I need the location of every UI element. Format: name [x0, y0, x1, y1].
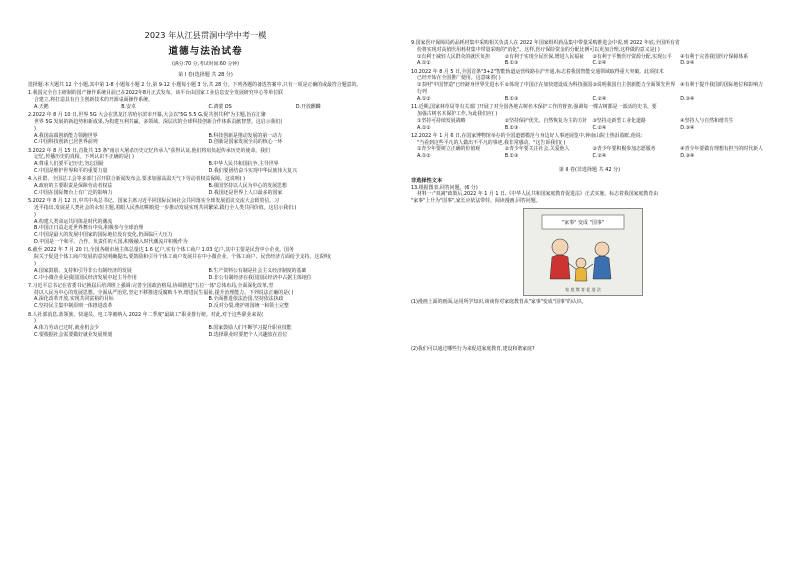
- option-row: [411, 54, 768, 61]
- choice: B.①③: [504, 153, 519, 160]
- option: ②青少年要关注社会,关爱他人: [504, 146, 570, 153]
- option: C.坚持民主集中制原则一体推进改革: [34, 303, 113, 310]
- option: D.选择职业时要把个人兴趣放在首位: [208, 331, 288, 338]
- option: A.尊重人们要平记历史,勿忘国耻: [34, 161, 104, 168]
- choice: C.②④: [592, 95, 607, 102]
- question-line: 1.我国完全自主研制的国产操作系统目前已在2022年8月正式发布。该平台由国家工业信息安全发展研究中心等单位联: [28, 90, 283, 97]
- option: A.我国高端创新能力领跑世界: [34, 132, 98, 139]
- family-education-cartoon: [523, 208, 643, 296]
- option: A.天鹅: [34, 103, 49, 110]
- cartoon-drawing: [524, 209, 642, 295]
- choice: D.③④: [680, 124, 695, 131]
- question-line: ): [34, 318, 36, 325]
- question-gap: [411, 160, 768, 162]
- q13-sub1: (1)漫画上面的画面,运用所学知识,谈谈你对家庭教育从"家事"变成"国事"的认识。: [411, 298, 587, 305]
- choice: A.①②: [417, 60, 431, 67]
- question-line: 份将实现对高值医用耗材集中带量采购的"消化"。这样,医疗保险资金的分配比例可以更加合理,这样做的意义是( ): [417, 46, 660, 53]
- question-line: "当看到这些平凡的人做出不平凡的事迹,我非常感动。"这告诉我们( ): [417, 139, 566, 146]
- option: B.生产资料公有制是社会主义经济制度的基础: [208, 267, 307, 274]
- option: ④有利于完善我国医疗保障体系: [680, 53, 749, 60]
- question-line: 8.人社部消息,蓝领族、快递员、电工等被纳入 2022 年二季度"最缺工"职业排行榜。对此,对于这些职业来说(: [28, 311, 264, 318]
- choice: C.②④: [592, 60, 607, 67]
- question-line: ): [34, 211, 36, 218]
- question-line: 9.国家医疗保障局药品耗材集中采购相关负责人在 2022 年国家组织药品集中带量采购推进会中说,到 2022 年底,全国所有省: [411, 40, 680, 46]
- option: B.全面推进依法治国,坚持依法执政: [208, 296, 284, 303]
- part1-heading: 第 I 卷(选择题 共 28 分): [178, 72, 233, 78]
- option: D.中国是一个和平、合作、负责任的大国,积极融入时代潮流并积极作为: [34, 239, 188, 246]
- option-row: [28, 325, 383, 332]
- part2-section-label: 非选择性文本: [411, 177, 443, 184]
- question-line: 记忆,传播历史的真相。下列认识不正确的是( ): [34, 154, 134, 161]
- choice: A.①②: [417, 153, 431, 160]
- question-line: ): [34, 260, 36, 267]
- q13-sub2: (2)我们可以通过哪些行为来促进家庭教育,建设和谐家庭?: [411, 345, 535, 352]
- choice: A.①②: [417, 124, 431, 131]
- cartoon-caption: 家 庭 教 育 促 进 法: [565, 286, 601, 292]
- option-row: [28, 104, 383, 111]
- option: C.鸿蒙 OS: [208, 103, 232, 110]
- option: A.政府的主要职责是保障劳动者权益: [34, 183, 113, 190]
- option: C.中小微企业是我国国民经济发展中起主导作用: [34, 274, 137, 281]
- question-line: 2.2022 年 8 月 10 日,世界 5G 大会在黑龙江省哈尔滨市开幕,大会以"5G 5.5 G,促共创共利"为主题,旨在汇聚: [28, 112, 266, 119]
- option-row: [28, 139, 383, 146]
- part2-heading: 第 II 卷(非选择题 共 42 分): [558, 166, 621, 173]
- option: ②体现了中国正在加快建设成为科技强国: [504, 82, 593, 89]
- option: ①有利于减轻人民群众的就医负担: [417, 53, 490, 60]
- right-question-list: [411, 40, 768, 162]
- question-line: 世界 5G 发展的新趋势和新成果,为构建互利共赢、多领域、深层次的全球科技创新合作体系贡献智慧。这启示我们(: [34, 118, 283, 125]
- choice-row: [411, 96, 768, 103]
- exam-subject-title: 道德与法治试卷: [168, 46, 243, 57]
- option: D.反对分裂,维护祖国统一和领土完整: [208, 303, 289, 310]
- question-line: 近平指出,发展是人类社会的永恒主题,着眼人民热切期盼进一步推动发展实现共同繁荣,践行全人类共同价值。这启示我们:(: [34, 205, 297, 212]
- choice: B.①③: [504, 124, 519, 131]
- option-row: [411, 146, 768, 153]
- question-line: 7.习近平总书记在省委书记换届后培训班上强调:完善全国政治格局,协调推进"五位一体"总体布局,全面深化改革,坚: [28, 282, 274, 289]
- question-gap: [28, 339, 383, 341]
- option: B.国家鼓励人们不断学习提升职业技能: [208, 325, 292, 332]
- left-question-list: [28, 90, 383, 340]
- option-row: [28, 183, 383, 190]
- option-row: [28, 268, 383, 275]
- option: C.中国科技创新已居世界前列: [34, 139, 98, 146]
- question-line: 加强古树名木保护工作,为此我们应( ): [417, 110, 498, 117]
- option: A.深化改革开放,实现共同富裕的目标: [34, 296, 114, 303]
- choice: B.①③: [504, 95, 519, 102]
- q13-title: 13.根据图表,回答问题。(6 分): [411, 184, 478, 191]
- option-row: [411, 82, 768, 96]
- option: ②有利于实现全民医保,增进人民福祉: [504, 53, 585, 60]
- question-line: 持以人民为中心的发展思想。全面从严治党,坚定不移推进反腐败斗争,增进民生福祉,提升治理能力。下列说法正确的是( ): [34, 289, 294, 296]
- option: D.开放麒麟: [295, 103, 321, 110]
- option: D.非公有制经济在我国国民经济中占据主体地位: [208, 274, 312, 281]
- question-line: 已经开始在全国推广使用。这意味着( ): [417, 75, 501, 82]
- option: B.科技创新是推动发展的第一动力: [208, 132, 282, 139]
- option: ④有利于提升我国的国际地位和影响力: [680, 82, 763, 89]
- option: C.中国是维护世界和平的重要力量: [34, 168, 108, 175]
- option: ④青少年要做有理想有担当的时代新人: [680, 146, 763, 153]
- option: A.构建人类命运共同体是时代的潮流: [34, 218, 113, 225]
- q13-line-2: "家事"上升为"国事",家长应依法带娃。阅读漫画,回答问题。: [411, 198, 541, 205]
- exam-meta: (满分:70 分,考试时间:60 分钟): [172, 62, 239, 67]
- option: ①表明"中国智造"已经跻身世界先进水平行列: [417, 82, 505, 96]
- option: A.体力劳动已过时,就业机会少: [34, 325, 100, 332]
- option-row: [28, 303, 383, 310]
- option-row: [28, 190, 383, 197]
- option: B.安卓: [121, 103, 136, 110]
- option-row: [28, 332, 383, 339]
- question-line: 院关于促进个体工商户发展的意见明确提出,要鼓励和引导个体工商户发展并在中小微企业、个体工商户、民营经济方面给予支持。这说明(: [34, 254, 331, 261]
- option: C.要根据社会需要做好就业发展规划: [34, 331, 113, 338]
- exam-school-title: 2023 年从江县贯洞中学中考一模: [144, 30, 267, 40]
- question-line: ): [34, 125, 36, 132]
- choice: D.③④: [680, 60, 695, 67]
- option: ③说明我国自主创新能力全面领先世界: [592, 82, 676, 89]
- option: C.中国在国际舞台上有广泛的影响力: [34, 189, 113, 196]
- option: ③有利于平衡医疗资源分配,实现公平: [592, 53, 672, 60]
- option: ③青少年要积极参加志愿服务: [592, 146, 656, 153]
- answer-space-1[interactable]: [411, 306, 768, 346]
- option-row: [411, 118, 768, 125]
- option: ②坚持保护优先、自然恢复为主的方针: [504, 117, 588, 124]
- choice: B.①③: [504, 60, 519, 67]
- option: ③坚持走新型工业化道路: [592, 117, 646, 124]
- option: D.我们要团结奋斗实现中华民族伟大复兴: [208, 168, 297, 175]
- choice: C.②④: [592, 124, 607, 131]
- q13-line-1: 材料一:"双减"政策后,2022 年 1 月 1 日,《中华人民共和国家庭教育促进法》正式实施。标志着我国家庭教育由: [417, 191, 659, 198]
- option: B.我国坚持以人民为中心的发展思想: [208, 183, 287, 190]
- choice: D.③④: [680, 153, 695, 160]
- option-row: [28, 168, 383, 175]
- choice-row: [411, 153, 768, 160]
- option: ①青少年要树立正确的价值观: [417, 146, 481, 153]
- option: B.中华人民共和国抗争,主导世界: [208, 161, 279, 168]
- question-line: 11.近期,国家林草局等有关部门开展了对全国各地古树名木保护工作的督查,强调每一棵古树都是一部活的史书。要: [411, 104, 657, 111]
- question-line: 3.2022 年 8 月 15 日,首批共 13 条"南京大屠杀历史记忆传承人"获得认证,他们将肩负起传承历史的使命。我们: [28, 147, 270, 154]
- option-row: [28, 275, 383, 282]
- option: A.国家鼓励、支持和引导非公有制经济的发展: [34, 267, 132, 274]
- choice: A.①②: [417, 95, 431, 102]
- question-line: 6.截至 2022 年 7 月 20 日,全国各级市场主体总量达 1.6 亿户,实有个体工商户 1.03 亿户,其中主要是民营中小企业。国务: [28, 247, 294, 254]
- question-line: 10.2022 年 8 月 5 日,全国首条"3+2"智能轨道运营线路在沪开通,标志着我国智能交通领域取得重大突破。此项技术: [411, 68, 664, 75]
- option: ④坚持人与自然和谐共生: [680, 117, 734, 124]
- part1-intro: 选择题:本大题共 12 个小题,其中第 1-8 小题每小题 2 分,第 9-12 小题每小题 3 分,共 28 分。下列各题的备选答案中,只有一项是正确的或最符合题意的。: [28, 82, 362, 88]
- question-line: 合建立,将打造具有自主创新技术的开源桌面操作系统。: [34, 97, 153, 104]
- option: D.创新是国家发展全局的核心一环: [208, 139, 283, 146]
- option: C.中国是最大的发展中国家的国际地位没有变化,仍面临巨大压力: [34, 232, 173, 239]
- question-line: 12.2022 年 1 月 6 日,在国家博物馆举办的全国道德模范与身边好人事迹展览中,钟南山院士热泪盈眶,他说:: [411, 132, 643, 139]
- question-line: 5.2022 年 8 月 12 日,中共中央总书记、国家主席习近平同国际民间社会共同落实全球发展倡议交流大会致贺信。习: [28, 198, 279, 205]
- option: D.我国还是世界上人口最多的国家: [208, 189, 283, 196]
- choice-row: [411, 125, 768, 132]
- cartoon-sign-text: "家事" 变成 "国事": [561, 219, 605, 226]
- choice-row: [411, 60, 768, 67]
- choice: C.②④: [592, 153, 607, 160]
- choice: D.③④: [680, 95, 695, 102]
- option: B.中国正日益走近世界舞台中央,积极参与全球治理: [34, 225, 144, 232]
- option: ①坚持可持续发展战略: [417, 117, 466, 124]
- question-line: 4.入社群、全国总工会等多部门召开联合新闻发布会,要求加强高温天气下劳动者权益保障。这说明( ): [28, 176, 246, 183]
- right-page: [397, 0, 794, 561]
